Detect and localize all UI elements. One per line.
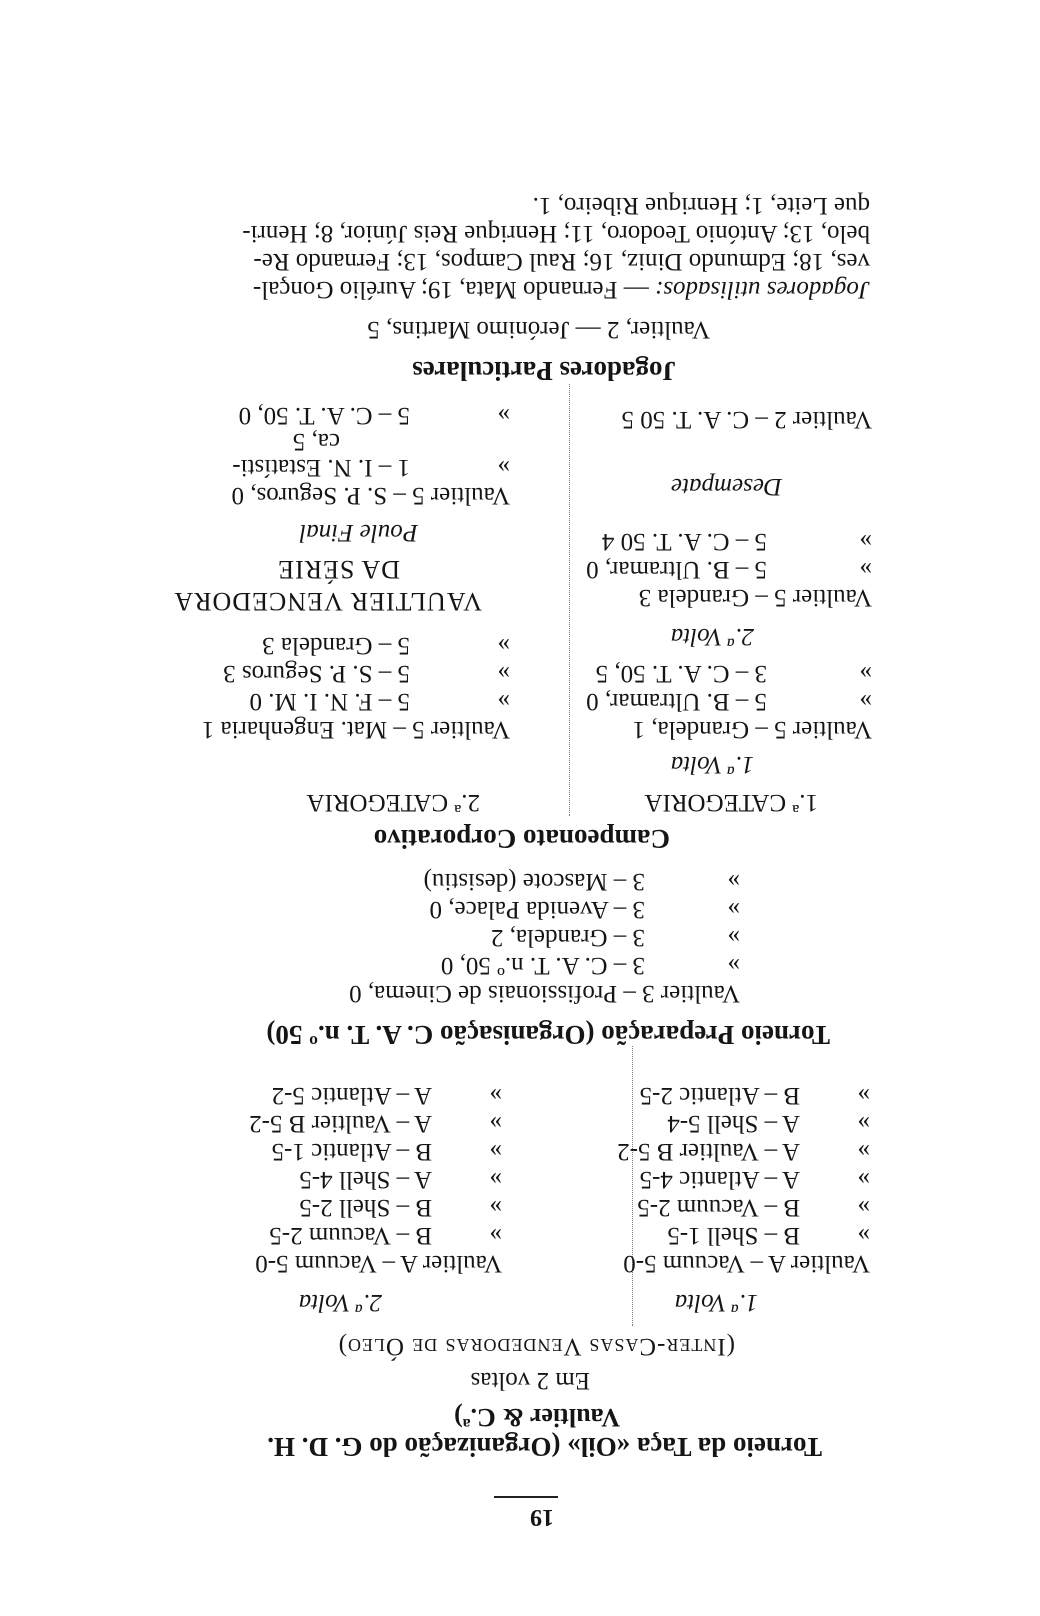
- list-item: ca, 5: [292, 428, 340, 455]
- list-item: »A – Atlantic 5-2: [271, 1082, 502, 1109]
- poule-heading: Poule Final: [299, 519, 418, 546]
- list-item: »A – Vaultier B 5-2: [617, 1138, 870, 1165]
- taca-oil-rounds: Em 2 voltas: [470, 1367, 590, 1394]
- taca-oil-right-heading: 2.ª Volta: [298, 1289, 382, 1316]
- corporativo-title: Campeonato Corporativo: [373, 824, 670, 854]
- list-item: »A – Shell 5-4: [667, 1110, 870, 1137]
- players-line-1: Jogadores utilisados: — Fernando Mata, 19; Aurélio Gonçal-: [252, 276, 870, 303]
- list-item: »5 – Grandela 3: [262, 632, 510, 659]
- vencedora-line2: DA SÉRIE: [277, 555, 400, 584]
- players-line-2: ves, 18; Edmundo Diniz, 16; Raul Campos, 13; Fernando Re-: [253, 248, 870, 275]
- list-item: »3 – Avenida Palace, 0: [429, 896, 740, 923]
- list-item: »5 – B. Ultramar, 0: [586, 556, 872, 583]
- corporativo-divider: [569, 384, 570, 816]
- desempate-heading: Desempate: [670, 473, 782, 500]
- taca-oil-note: (Inter-Casas Vendedoras de Óleo): [337, 1333, 735, 1360]
- list-item: »B – Vacuum 2-5: [269, 1222, 502, 1249]
- taca-oil-title: Torneio da Taça «Oil» (Organização do G. D. H.: [267, 1432, 822, 1462]
- particulares-title: Jogadores Particulares: [412, 356, 676, 386]
- list-item: »A – Vaultier B 5-2: [249, 1110, 502, 1137]
- players-line-4: que Leite, 1; Henrique Ribeiro, 1.: [532, 192, 870, 219]
- taca-oil-left-heading: 1.ª Volta: [674, 1289, 758, 1316]
- list-item: Vaultier 3 – Profissionais de Cinema, 0: [349, 980, 740, 1007]
- page-number: 19: [530, 1504, 554, 1530]
- taca-oil-divider: [632, 1046, 633, 1326]
- cat1-heading: 1.ª CATEGORIA: [644, 789, 818, 816]
- list-item: Vaultier 5 – S. P. Seguros, 0: [231, 482, 510, 509]
- list-item: Vaultier 5 – Mat. Engenharia 1: [201, 716, 510, 743]
- list-item: »5 – F. N. I. M. 0: [249, 688, 510, 715]
- page-number-rule: [494, 1496, 558, 1498]
- list-item: »1 – I. N. Estatísti-: [232, 454, 510, 481]
- list-item: »B – Atlantic 1-5: [271, 1138, 502, 1165]
- list-item: Vaultier A – Vacuum 5-0: [255, 1250, 502, 1277]
- list-item: »A – Shell 4-5: [299, 1166, 502, 1193]
- list-item: »3 – C. A. T. 50, 5: [595, 660, 872, 687]
- players-line-3: belo, 13; António Teodoro, 11; Henrique Reis Júnior, 8; Henri-: [242, 220, 870, 247]
- list-item: Vaultier 5 – Grandela, 1: [632, 716, 872, 743]
- list-item: Vaultier 5 – Grandela 3: [638, 584, 872, 611]
- list-item: Vaultier A – Vacuum 5-0: [623, 1250, 870, 1277]
- list-item: »5 – B. Ultramar, 0: [586, 688, 872, 715]
- preparacao-title: Torneio Preparação (Organisação C. A. T. n.º 50): [266, 1020, 830, 1050]
- list-item: »3 – Grandela, 2: [490, 924, 740, 951]
- list-item: »B – Vacuum 2-5: [637, 1194, 870, 1221]
- list-item: »5 – S. P. Seguros 3: [223, 660, 510, 687]
- cat1-volta1-heading: 1.ª Volta: [670, 751, 754, 778]
- list-item: »A – Atlantic 4-5: [639, 1166, 870, 1193]
- list-item: »B – Atlantic 2-5: [639, 1082, 870, 1109]
- list-item: »B – Shell 1-5: [667, 1222, 870, 1249]
- cat1-volta2-heading: 2.ª Volta: [670, 623, 754, 650]
- cat2-heading: 2.ª CATEGORIA: [306, 789, 480, 816]
- taca-oil-subtitle: Vaultier & C.ª): [454, 1403, 620, 1432]
- list-item: »5 – C. A. T. 50, 0: [238, 402, 510, 429]
- list-item: »3 – C. A. T. n.º 50, 0: [440, 952, 740, 979]
- list-item: »5 – C. A. T. 50 4: [601, 528, 872, 555]
- list-item: »B – Shell 2-5: [299, 1194, 502, 1221]
- desempate-result: Vaultier 2 – C. A. T. 50 5: [621, 406, 872, 433]
- players-label: Jogadores utilisados:: [654, 276, 870, 303]
- vencedora-line1: VAULTIER VENCEDORA: [173, 587, 482, 616]
- list-item: »3 – Mascote (desistiu): [423, 868, 740, 895]
- particulares-result: Vaultier, 2 — Jerónimo Martins, 5: [367, 316, 710, 343]
